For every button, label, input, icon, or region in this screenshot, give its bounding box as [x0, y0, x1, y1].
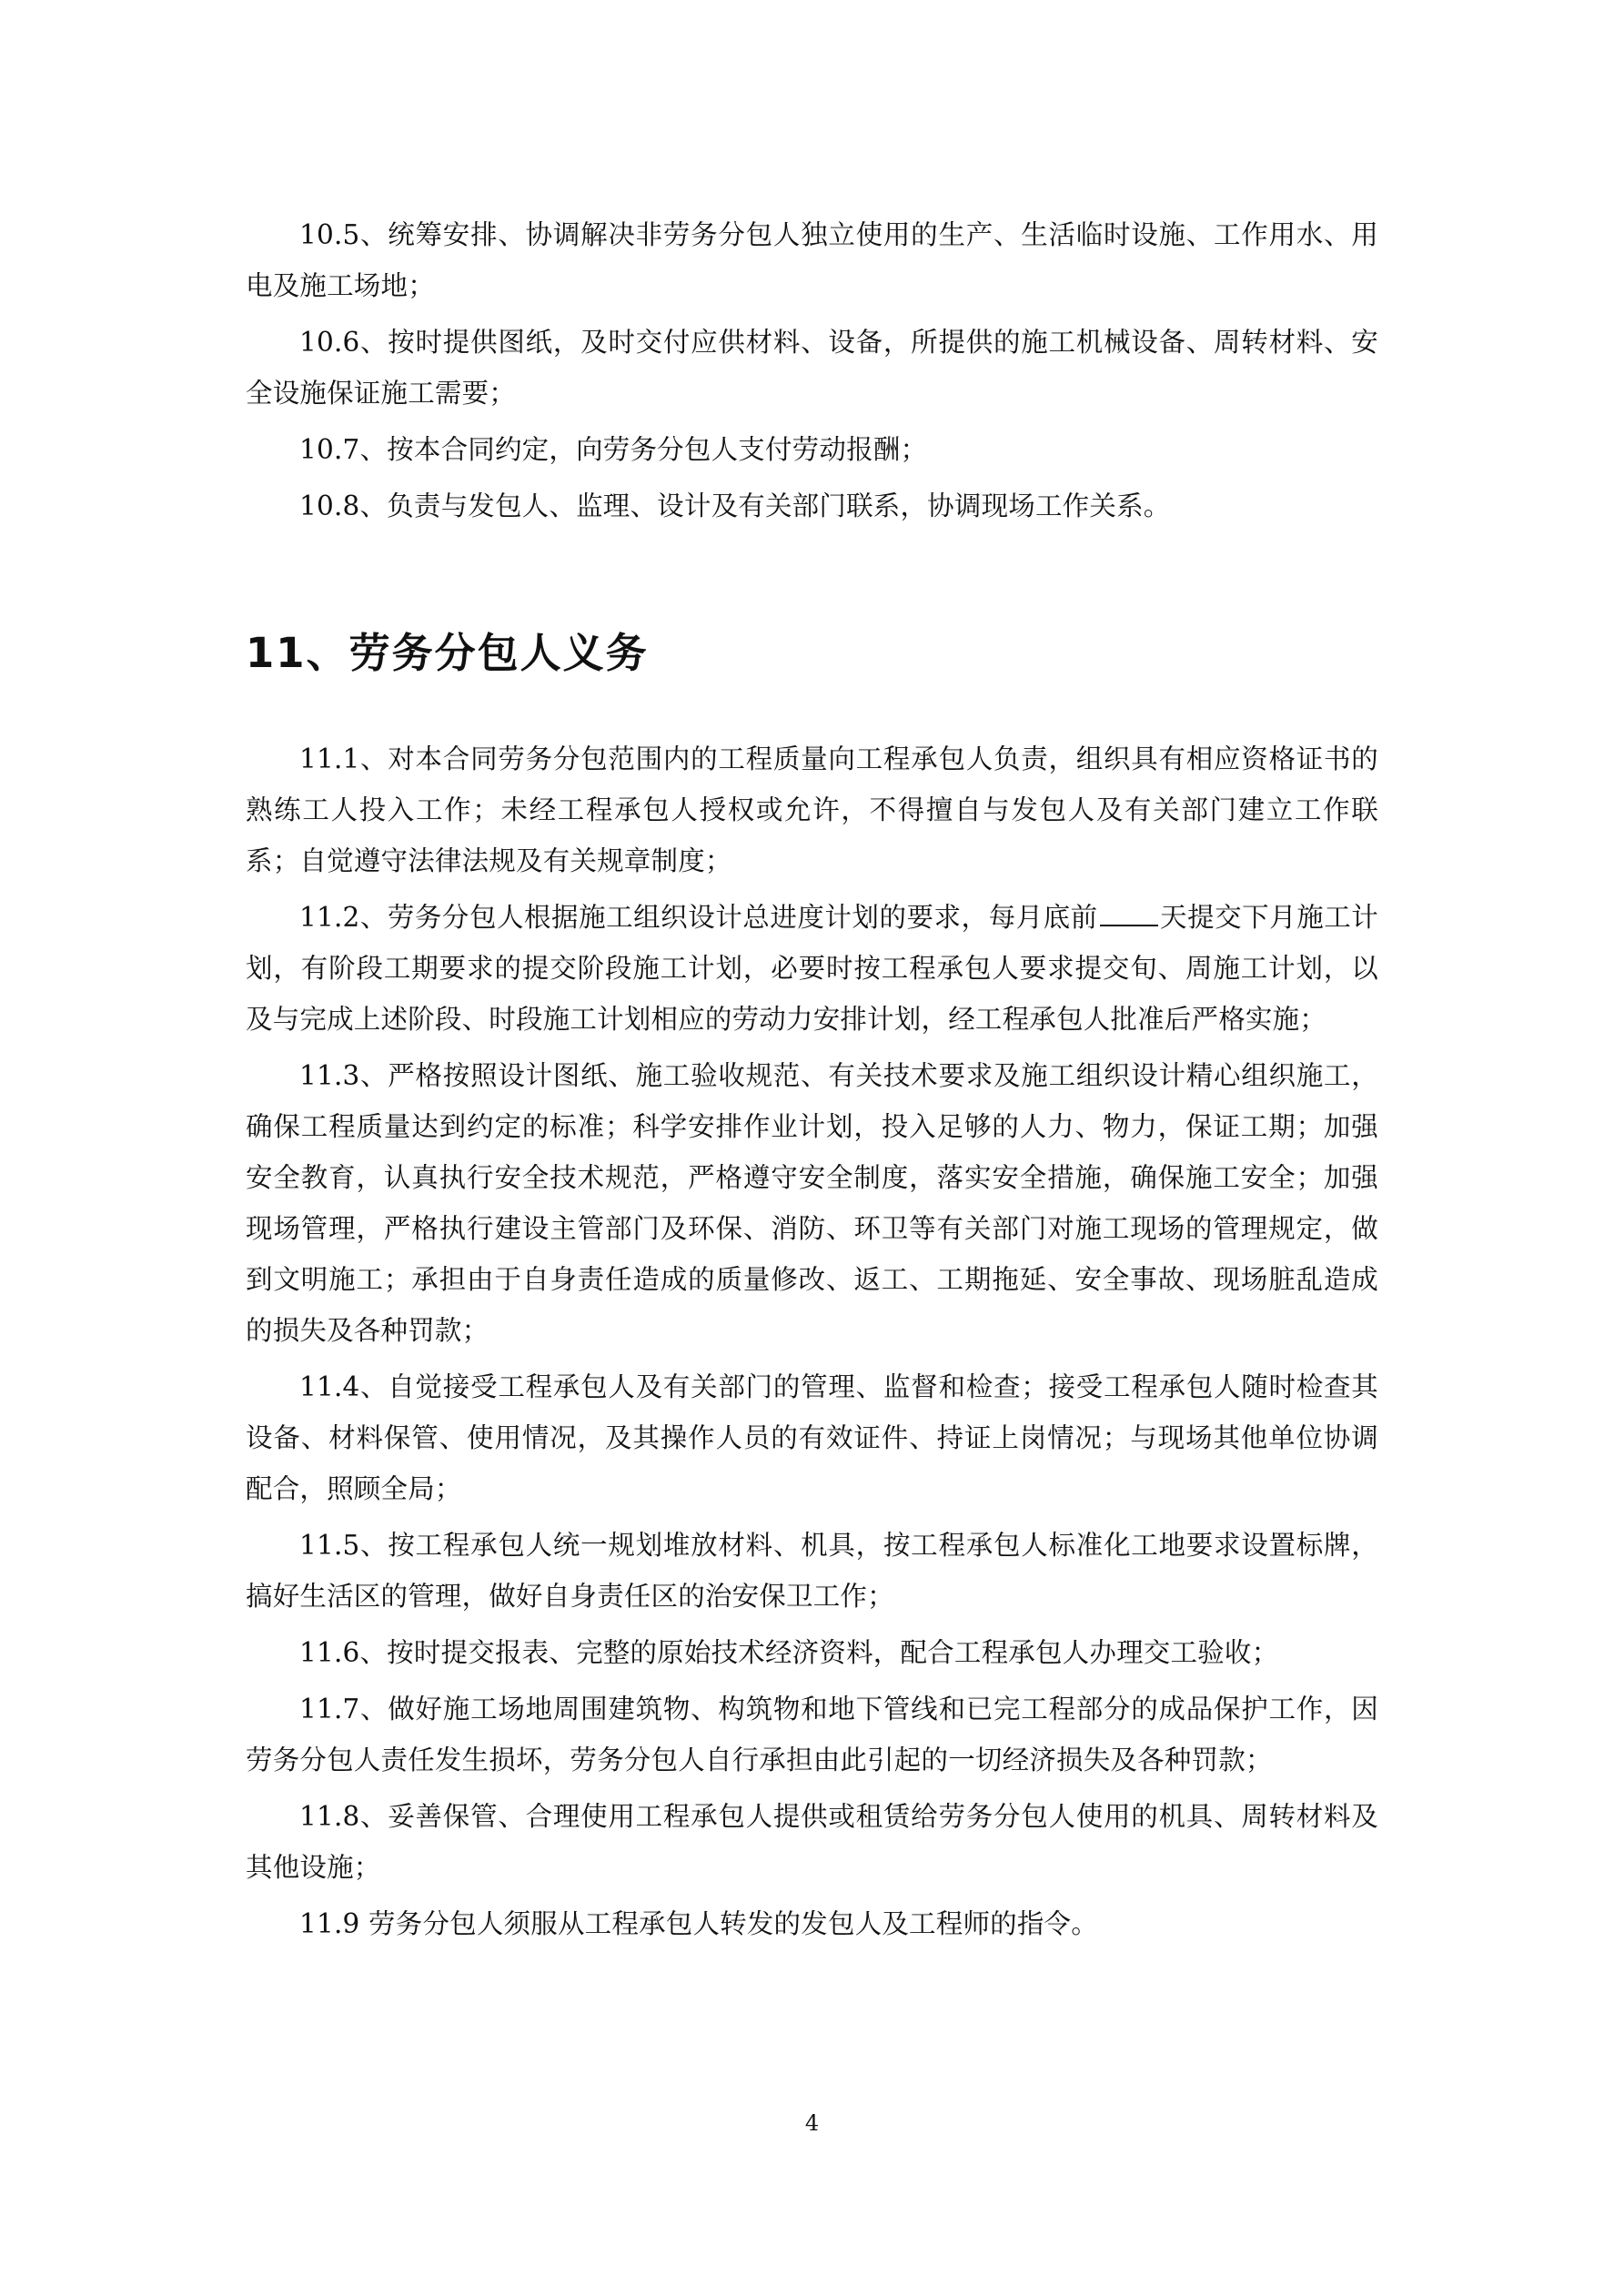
clause-11-2-text-before: 11.2、劳务分包人根据施工组织设计总进度计划的要求，每月底前: [299, 902, 1098, 933]
clause-11-4: 11.4、自觉接受工程承包人及有关部门的管理、监督和检查；接受工程承包人随时检查其设备、材料保管、使用情况，及其操作人员的有效证件、持证上岗情况；与现场其他单位协调配合，照顾全局；: [246, 1371, 1378, 1504]
clause-11-6: 11.6、按时提交报表、完整的原始技术经济资料，配合工程承包人办理交工验收；: [299, 1637, 1279, 1668]
clause-10-5: 10.5、统筹安排、协调解决非劳务分包人独立使用的生产、生活临时设施、工作用水、用电及施工场地；: [246, 219, 1378, 301]
clause-11-1: 11.1、对本合同劳务分包范围内的工程质量向工程承包人负责，组织具有相应资格证书的熟练工人投入工作；未经工程承包人授权或允许，不得擅自与发包人及有关部门建立工作联系；自觉遵守法律法规及有关规章制度；: [246, 743, 1378, 876]
clause-11-3: 11.3、严格按照设计图纸、施工验收规范、有关技术要求及施工组织设计精心组织施工，确保工程质量达到约定的标准；科学安排作业计划，投入足够的人力、物力，保证工期；加强安全教育，认真执行安全技术规范，严格遵守安全制度，落实安全措施，确保施工安全；加强现场管理，严格执行建设主管部门及环保、消防、环卫等有关部门对施工现场的管理规定，做到文明施工；承担由于自身责任造成的质量修改、返工、工期拖延、安全事故、现场脏乱造成的损失及各种罚款；: [246, 1060, 1378, 1346]
page-number: 4: [804, 2110, 820, 2136]
clause-11-2: [246, 892, 1378, 1045]
clause-11-2-text-after: 天提交下月施工计划，有阶段工期要求的提交阶段施工计划，必要时按工程承包人要求提交旬、周施工计划，以及与完成上述阶段、时段施工计划相应的劳动力安排计划，经工程承包人批准后严格实施；: [246, 902, 1378, 1035]
clause-11-5: 11.5、按工程承包人统一规划堆放材料、机具，按工程承包人标准化工地要求设置标牌，搞好生活区的管理，做好自身责任区的治安保卫工作；: [246, 1530, 1378, 1612]
clause-10-8: 10.8、负责与发包人、监理、设计及有关部门联系，协调现场工作关系。: [299, 491, 1171, 521]
clause-10-6: 10.6、按时提供图纸，及时交付应供材料、设备，所提供的施工机械设备、周转材料、安全设施保证施工需要；: [246, 327, 1378, 409]
clause-11-9: 11.9 劳务分包人须服从工程承包人转发的发包人及工程师的指令。: [299, 1908, 1098, 1939]
clause-11-8: 11.8、妥善保管、合理使用工程承包人提供或租赁给劳务分包人使用的机具、周转材料及其他设施；: [246, 1801, 1378, 1883]
fill-in-blank: [1100, 903, 1158, 926]
clause-10-7: 10.7、按本合同约定，向劳务分包人支付劳动报酬；: [299, 434, 928, 465]
section-11-heading: 11、劳务分包人义务: [246, 629, 649, 677]
clause-11-7: 11.7、做好施工场地周围建筑物、构筑物和地下管线和已完工程部分的成品保护工作，因劳务分包人责任发生损坏，劳务分包人自行承担由此引起的一切经济损失及各种罚款；: [246, 1694, 1378, 1775]
page-content: [246, 209, 1378, 1955]
